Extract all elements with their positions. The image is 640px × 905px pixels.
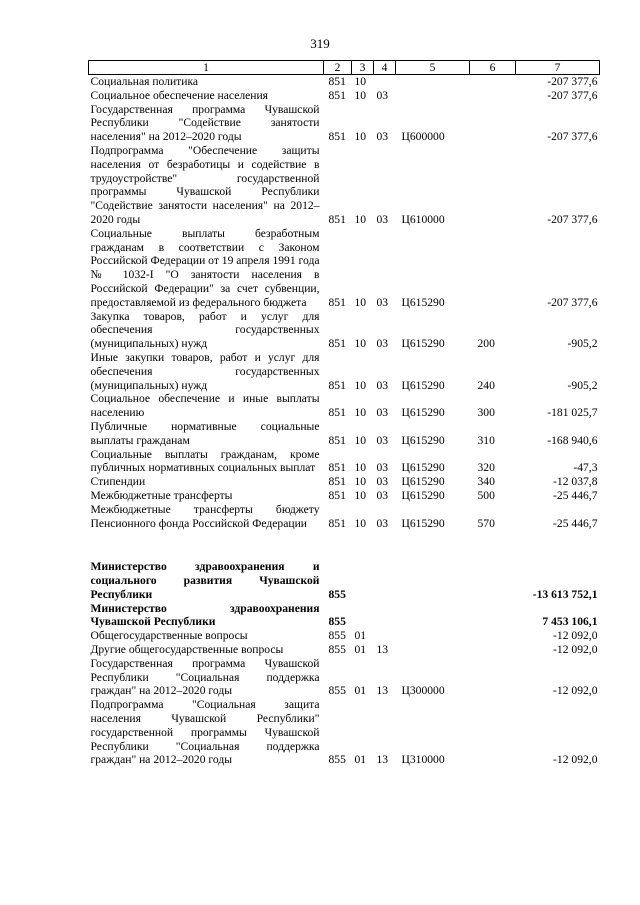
row-expense-type — [470, 75, 516, 89]
row-amount: -12 092,0 — [553, 629, 598, 643]
row-target-article — [396, 89, 470, 103]
table-row — [89, 629, 600, 643]
page-number: 319 — [310, 36, 330, 51]
row-amount: -12 092,0 — [553, 684, 598, 698]
row-name: Иные закупки товаров, работ и услуг для обеспечения государственных (муниципальных) нужд — [90, 350, 320, 392]
row-gov-code: 851 — [328, 461, 346, 475]
row-subsection: 03 — [376, 516, 389, 530]
row-gov-code: 851 — [328, 337, 346, 351]
row-name: Публичные нормативные социальные выплаты гражданам — [90, 419, 320, 447]
row-section: 10 — [354, 75, 367, 88]
row-subsection — [374, 629, 396, 643]
table-row — [89, 227, 600, 310]
row-amount: -47,3 — [573, 461, 598, 475]
row-name: Социальная политика — [90, 75, 199, 88]
row-expense-type — [470, 657, 516, 698]
row-expense-type — [470, 643, 516, 657]
row-subsection: 13 — [376, 643, 389, 657]
row-amount: -168 940,6 — [547, 433, 598, 447]
row-expense-type — [470, 560, 516, 601]
table-row — [89, 698, 600, 767]
header-col-2: 2 — [324, 61, 352, 75]
row-subsection: 03 — [376, 433, 389, 447]
row-target-article: Ц615290 — [401, 295, 445, 309]
row-amount: -25 446,7 — [553, 516, 598, 530]
row-section: 10 — [354, 488, 367, 502]
row-name: Подпрограмма "Обеспечение защиты населения от безработицы и содействие в трудоустройстве" государственной программы Чувашской Республики "Содействие занятости населения" на 2012–2020 годы — [90, 143, 320, 226]
row-name: Закупка товаров, работ и услуг для обеспечения государственных (муниципальных) нужд — [90, 309, 320, 351]
table-body — [89, 75, 600, 768]
row-section: 01 — [354, 643, 367, 657]
row-amount: -12 092,0 — [553, 643, 598, 657]
row-target-article: Ц610000 — [401, 212, 445, 226]
table-row — [89, 351, 600, 392]
table-row — [89, 310, 600, 351]
row-gov-code: 855 — [328, 643, 346, 657]
row-name: Государственная программа Чувашской Республики "Социальная поддержка граждан" на 2012–2020 годы — [90, 656, 320, 698]
table-row — [89, 75, 600, 89]
row-target-article — [396, 560, 470, 601]
row-section — [352, 560, 374, 601]
header-col-6: 6 — [470, 61, 516, 75]
row-expense-type — [470, 629, 516, 643]
row-amount: -207 377,6 — [547, 88, 598, 102]
row-section: 01 — [354, 684, 367, 698]
row-expense-type: 310 — [477, 433, 495, 447]
table-row — [89, 89, 600, 103]
row-subsection: 03 — [376, 475, 389, 489]
row-expense-type: 320 — [477, 461, 495, 475]
row-expense-type — [470, 103, 516, 144]
row-target-article: Ц600000 — [401, 130, 445, 144]
row-name: Другие общегосударственные вопросы — [90, 643, 284, 657]
row-expense-type — [470, 227, 516, 310]
row-target-article — [396, 602, 470, 630]
row-expense-type — [470, 89, 516, 103]
row-name: Государственная программа Чувашской Республики "Содействие занятости населения" на 2012–2020 годы — [90, 102, 320, 144]
row-subsection: 03 — [376, 212, 389, 226]
row-subsection — [374, 75, 396, 89]
row-section: 10 — [354, 475, 367, 489]
row-section: 10 — [354, 337, 367, 351]
row-subsection: 03 — [376, 295, 389, 309]
row-gov-code: 851 — [328, 516, 346, 530]
table-row — [89, 392, 600, 420]
table-row — [89, 144, 600, 227]
spacer-row — [89, 530, 600, 560]
row-amount: -905,2 — [567, 337, 598, 351]
row-name: Подпрограмма "Социальная защита населения Чувашской Республики" государственной программы Чувашской Республики "Социальная поддержка граждан" на 2012–2020 годы — [90, 698, 320, 767]
table-row — [89, 489, 600, 503]
row-expense-type: 300 — [477, 406, 495, 420]
row-expense-type: 240 — [477, 378, 495, 392]
row-amount: -207 377,6 — [547, 130, 598, 144]
row-amount: -13 613 752,1 — [532, 587, 598, 601]
row-target-article: Ц615290 — [401, 488, 445, 502]
row-amount: 7 453 106,1 — [542, 615, 598, 629]
table-row — [89, 503, 600, 531]
row-expense-type: 500 — [477, 488, 495, 502]
table-row — [89, 420, 600, 448]
header-row — [89, 61, 600, 75]
row-amount: -25 446,7 — [553, 488, 598, 502]
row-section: 10 — [354, 516, 367, 530]
row-amount: -12 037,8 — [553, 475, 598, 489]
row-gov-code: 851 — [328, 433, 346, 447]
row-name: Межбюджетные трансферты — [90, 488, 233, 502]
row-name: Стипендии — [90, 475, 146, 489]
row-gov-code: 851 — [328, 88, 346, 102]
row-name: Социальные выплаты безработным гражданам в соответствии с Законом Российской Федерации от 19 апреля 1991 года № 1032-I "О занятости населения в Российской Федерации" за счет субвенции, предоставляемой из федерального бюджета — [90, 226, 320, 309]
row-gov-code: 851 — [328, 295, 346, 309]
row-subsection: 13 — [376, 753, 389, 767]
row-target-article: Ц615290 — [401, 378, 445, 392]
table-row — [89, 103, 600, 144]
row-subsection: 03 — [376, 130, 389, 144]
row-subsection: 03 — [376, 461, 389, 475]
row-section: 10 — [354, 433, 367, 447]
row-target-article: Ц615290 — [401, 433, 445, 447]
row-subsection: 03 — [376, 406, 389, 420]
row-section: 10 — [354, 212, 367, 226]
row-target-article — [396, 643, 470, 657]
row-amount: -207 377,6 — [547, 212, 598, 226]
header-col-1: 1 — [89, 61, 324, 75]
row-amount: -181 025,7 — [547, 406, 598, 420]
row-name: Социальные выплаты гражданам, кроме публичных нормативных социальных выплат — [90, 447, 320, 475]
row-name: Министерство здравоохранения Чувашской Республики — [90, 601, 320, 629]
row-subsection: 13 — [376, 684, 389, 698]
row-gov-code: 851 — [328, 75, 346, 88]
row-gov-code: 855 — [328, 684, 346, 698]
header-col-3: 3 — [352, 61, 374, 75]
row-section: 10 — [354, 295, 367, 309]
row-expense-type: 340 — [477, 475, 495, 489]
row-subsection: 03 — [376, 488, 389, 502]
table-row — [89, 475, 600, 489]
row-gov-code: 855 — [328, 587, 346, 601]
row-target-article: Ц310000 — [401, 753, 445, 767]
table-row — [89, 657, 600, 698]
row-gov-code: 855 — [328, 629, 346, 643]
row-expense-type: 200 — [477, 337, 495, 351]
row-target-article: Ц615290 — [401, 406, 445, 420]
row-section: 01 — [354, 629, 367, 643]
row-target-article — [396, 629, 470, 643]
row-section: 01 — [354, 753, 367, 767]
row-gov-code: 851 — [328, 475, 346, 489]
budget-table — [88, 60, 600, 767]
row-subsection — [374, 602, 396, 630]
header-col-4: 4 — [374, 61, 396, 75]
row-target-article: Ц615290 — [401, 337, 445, 351]
row-gov-code: 855 — [328, 615, 346, 629]
row-amount: -905,2 — [567, 378, 598, 392]
row-section: 10 — [354, 88, 367, 102]
row-gov-code: 851 — [328, 488, 346, 502]
row-expense-type — [470, 698, 516, 767]
row-target-article: Ц615290 — [401, 516, 445, 530]
table-row — [89, 448, 600, 476]
row-name: Межбюджетные трансферты бюджету Пенсионного фонда Российской Федерации — [90, 502, 320, 530]
table-row — [89, 643, 600, 657]
row-subsection: 03 — [376, 88, 389, 102]
row-amount: -207 377,6 — [547, 295, 598, 309]
row-section: 10 — [354, 406, 367, 420]
row-target-article: Ц615290 — [401, 475, 445, 489]
row-target-article: Ц615290 — [401, 461, 445, 475]
table-row — [89, 560, 600, 601]
row-subsection — [374, 560, 396, 601]
row-target-article: Ц300000 — [401, 684, 445, 698]
row-expense-type — [470, 144, 516, 227]
row-amount: -207 377,6 — [547, 75, 598, 88]
row-amount: -12 092,0 — [553, 753, 598, 767]
row-gov-code: 855 — [328, 753, 346, 767]
header-col-7: 7 — [516, 61, 600, 75]
row-gov-code: 851 — [328, 212, 346, 226]
row-name: Министерство здравоохранения и социального развития Чувашской Республики — [90, 560, 320, 601]
row-section: 10 — [354, 461, 367, 475]
row-subsection: 03 — [376, 378, 389, 392]
row-section — [352, 602, 374, 630]
row-gov-code: 851 — [328, 406, 346, 420]
row-gov-code: 851 — [328, 378, 346, 392]
row-gov-code: 851 — [328, 130, 346, 144]
row-name: Общегосударственные вопросы — [90, 629, 248, 643]
table-header — [89, 61, 600, 75]
row-target-article — [396, 75, 470, 89]
row-expense-type: 570 — [477, 516, 495, 530]
spacer-cell — [89, 530, 600, 560]
row-subsection: 03 — [376, 337, 389, 351]
row-section: 10 — [354, 378, 367, 392]
row-section: 10 — [354, 130, 367, 144]
row-name: Социальное обеспечение населения — [90, 88, 269, 102]
row-name: Социальное обеспечение и иные выплаты населению — [90, 392, 320, 420]
header-col-5: 5 — [396, 61, 470, 75]
row-expense-type — [470, 602, 516, 630]
table-row — [89, 602, 600, 630]
